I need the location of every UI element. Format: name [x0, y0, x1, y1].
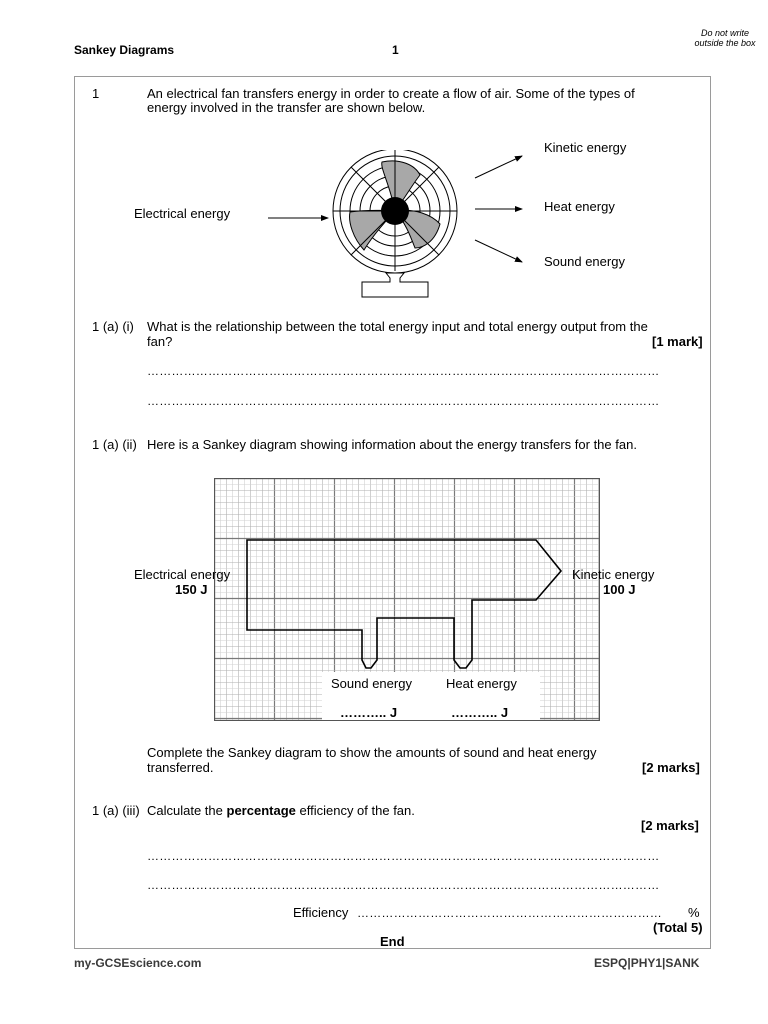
sankey-heat-blank[interactable]: ……….. J	[451, 705, 509, 720]
part-a-ii-label: 1 (a) (ii)	[92, 437, 137, 452]
end-label: End	[380, 934, 405, 949]
sankey-output-label: Kinetic energy	[572, 567, 655, 582]
part-a-i-line-2: fan?	[147, 334, 173, 349]
instruction-line-1: Complete the Sankey diagram to show the amounts of sound and heat energy	[147, 745, 597, 760]
part-a-ii-marks: [2 marks]	[642, 760, 700, 775]
question-number: 1	[92, 86, 100, 101]
fan-input-label: Electrical energy	[134, 206, 231, 221]
margin-note: Do not write outside the box	[694, 28, 756, 48]
intro-line-2: energy involved in the transfer are shown below.	[147, 100, 426, 115]
answer-line[interactable]: ………………………………………………………………………………………………………………	[147, 394, 660, 408]
instruction-line-2: transferred.	[147, 760, 214, 775]
part-a-ii-text: Here is a Sankey diagram showing information about the energy transfers for the fan.	[147, 437, 637, 452]
sankey-heat-label: Heat energy	[446, 676, 517, 691]
footer-website: my-GCSEscience.com	[74, 956, 202, 970]
sankey-output-value: 100 J	[603, 582, 636, 597]
footer-code: ESPQ|PHY1|SANK	[594, 956, 700, 970]
part-a-i-marks: [1 mark]	[652, 334, 703, 349]
page-title: Sankey Diagrams	[74, 43, 175, 57]
part-a-i-line-1: What is the relationship between the total energy input and total energy output from the	[147, 319, 648, 334]
sankey-sound-label: Sound energy	[331, 676, 412, 691]
part-a-iii-marks: [2 marks]	[641, 818, 699, 833]
sankey-input-value: 150 J	[175, 582, 208, 597]
fan-energy-arrows	[260, 150, 540, 270]
answer-line[interactable]: ………………………………………………………………………………………………………………	[147, 364, 660, 378]
answer-line[interactable]: ………………………………………………………………………………………………………………	[147, 878, 660, 892]
part-a-i-label: 1 (a) (i)	[92, 319, 134, 334]
intro-line-1: An electrical fan transfers energy in order to create a flow of air. Some of the types of	[147, 86, 635, 101]
fan-output-sound: Sound energy	[544, 254, 625, 269]
sankey-sound-blank[interactable]: ……….. J	[340, 705, 398, 720]
fan-output-heat: Heat energy	[544, 199, 615, 214]
efficiency-answer[interactable]: …………………………………………………………………	[357, 906, 662, 920]
kinetic-arrow	[475, 156, 522, 178]
part-a-iii-label: 1 (a) (iii)	[92, 803, 140, 818]
page-number: 1	[392, 43, 399, 57]
answer-line[interactable]: ………………………………………………………………………………………………………………	[147, 849, 660, 863]
part-a-iii-text: Calculate the percentage efficiency of the fan.	[147, 803, 415, 818]
fan-output-kinetic: Kinetic energy	[544, 140, 627, 155]
efficiency-label: Efficiency	[293, 905, 349, 920]
efficiency-unit: %	[688, 905, 700, 920]
total-marks: (Total 5)	[653, 920, 703, 935]
sound-arrow	[475, 240, 522, 262]
sankey-input-label: Electrical energy	[134, 567, 231, 582]
